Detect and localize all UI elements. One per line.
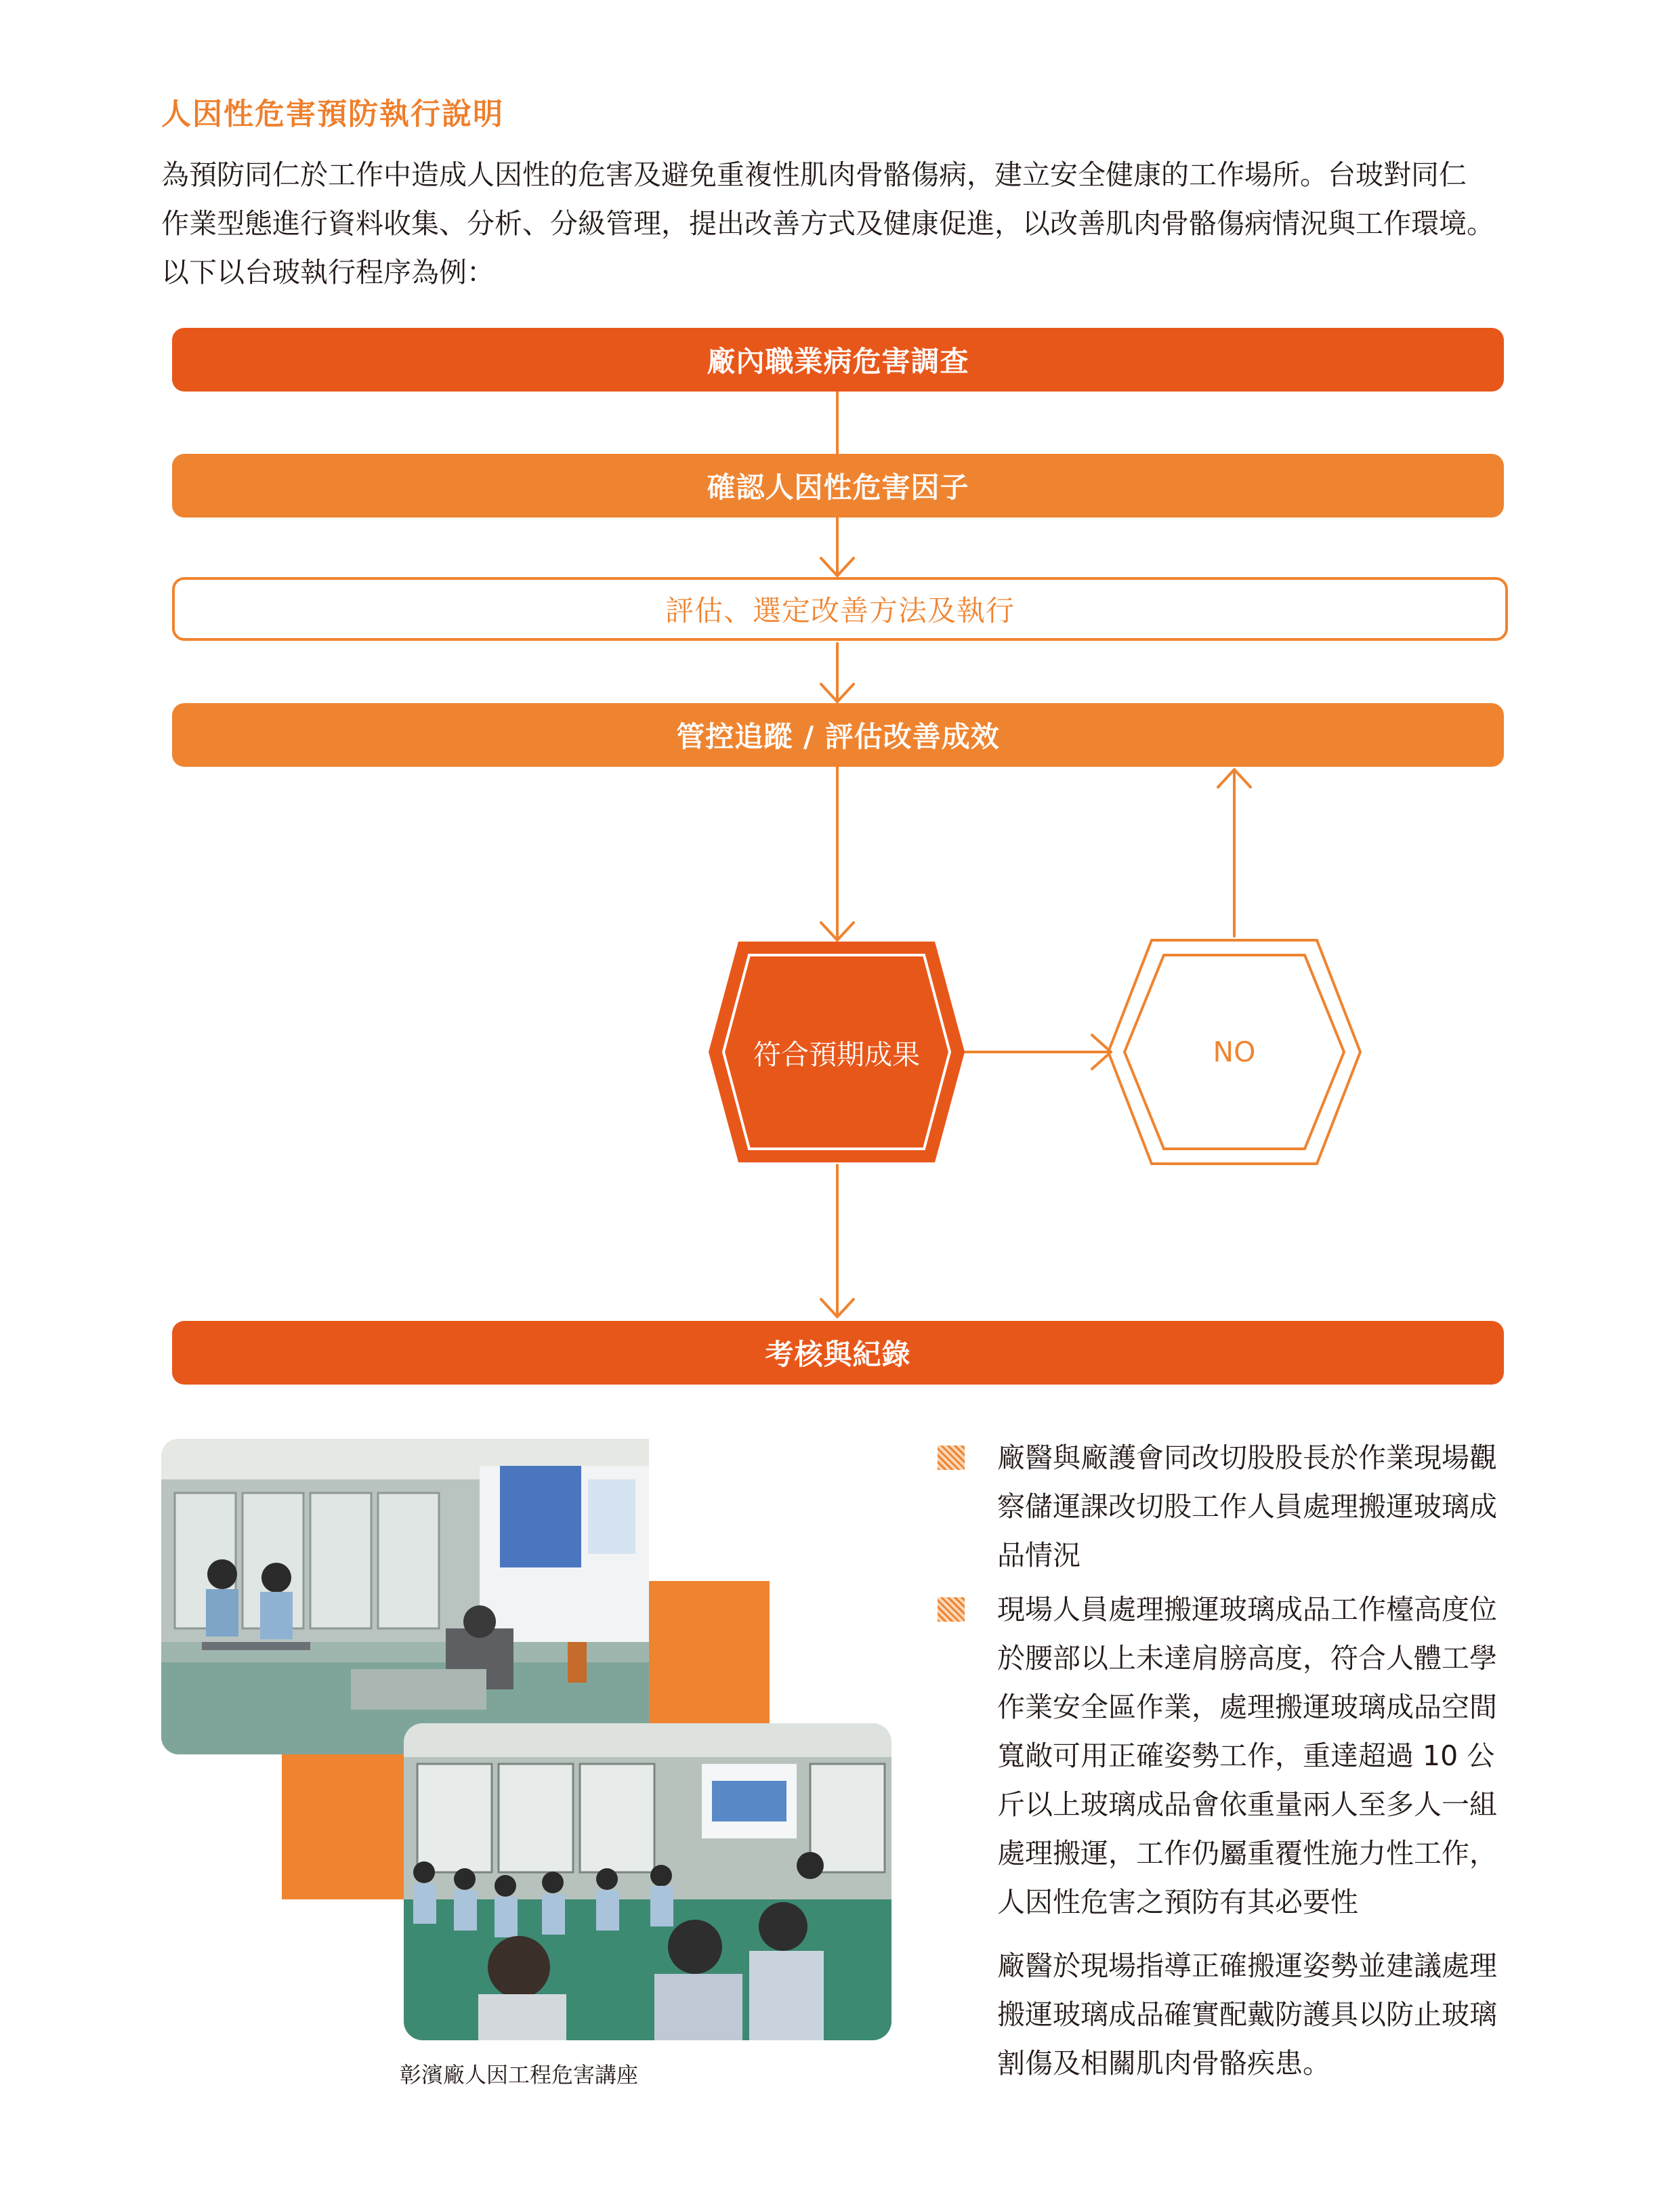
- bullet-line: 寬敞可用正確姿勢工作，重達超過 10 公: [997, 1740, 1495, 1772]
- intro-line: 為預防同仁於工作中造成人因性的危害及避免重複性肌肉骨骼傷病，建立安全健康的工作場所。台玻對同仁: [161, 159, 1467, 191]
- list-item: [938, 1433, 1534, 1580]
- bullet-line: 察儲運課改切股工作人員處理搬運玻璃成: [997, 1490, 1497, 1523]
- observation-list: [938, 1433, 1534, 2088]
- list-item: [938, 1585, 1534, 1926]
- bullet-line: 廠醫與廠護會同改切股股長於作業現場觀: [997, 1441, 1497, 1474]
- closing-line: 割傷及相關肌肉骨骼疾患。: [997, 2047, 1330, 2080]
- bullet-line: 處理搬運，工作仍屬重覆性施力性工作，: [997, 1837, 1497, 1870]
- flow-step-identify-factors: 確認人因性危害因子: [172, 454, 1504, 518]
- seminar-photo-2: [404, 1723, 891, 2040]
- photo-caption: 彰濱廠人因工程危害講座: [400, 2062, 639, 2088]
- closing-line: 廠醫於現場指導正確搬運姿勢並建議處理: [997, 1949, 1497, 1982]
- bullet-line: 現場人員處理搬運玻璃成品工作檯高度位: [997, 1593, 1497, 1626]
- flow-step-track: 管控追蹤 / 評估改善成效: [172, 703, 1504, 767]
- hatched-bullet-icon: [938, 1597, 965, 1622]
- decorative-block: [648, 1581, 770, 1723]
- hatched-bullet-icon: [938, 1446, 965, 1470]
- closing-line: 搬運玻璃成品確實配戴防護具以防止玻璃: [997, 1998, 1497, 2031]
- page-title: 人因性危害預防執行說明: [161, 97, 504, 131]
- flow-step-evaluate: 評估、選定改善方法及執行: [172, 577, 1508, 641]
- seminar-photo-1: [161, 1439, 649, 1754]
- intro-line: 以下以台玻執行程序為例：: [161, 256, 495, 289]
- bullet-line: 於腰部以上未達肩膀高度，符合人體工學: [997, 1642, 1497, 1674]
- bullet-line: 斤以上玻璃成品會依重量兩人至多人一組: [997, 1788, 1497, 1821]
- intro-line: 作業型態進行資料收集、分析、分級管理，提出改善方式及健康促進，以改善肌肉骨骼傷病情況與工作環境。: [161, 207, 1494, 240]
- no-label: NO: [1213, 1036, 1256, 1068]
- decision-label: 符合預期成果: [753, 1038, 920, 1071]
- closing-paragraph: [938, 1941, 1534, 2088]
- flow-step-survey: 廠內職業病危害調查: [172, 328, 1504, 392]
- bullet-line: 作業安全區作業，處理搬運玻璃成品空間: [997, 1691, 1497, 1723]
- bullet-line: 品情況: [997, 1539, 1080, 1572]
- bullet-line: 人因性危害之預防有其必要性: [997, 1886, 1358, 1918]
- decorative-block: [282, 1754, 415, 1899]
- flow-step-record: 考核與紀錄: [172, 1321, 1504, 1385]
